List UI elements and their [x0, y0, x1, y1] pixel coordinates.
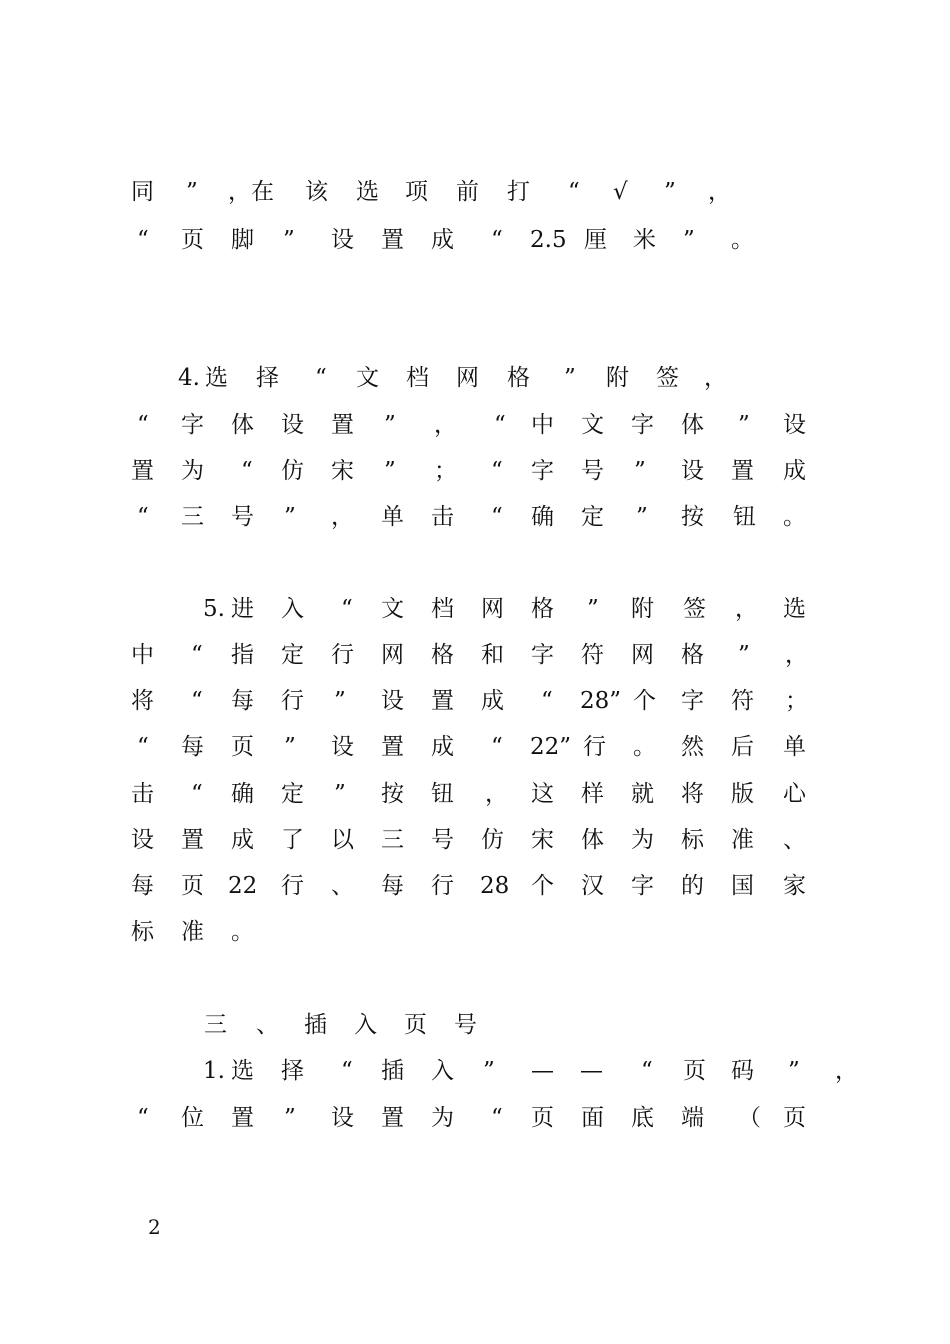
text-glyph: 为 — [631, 827, 654, 853]
text-glyph: “ — [341, 1058, 353, 1084]
text-glyph: 字 — [681, 688, 704, 714]
text-glyph: “ — [137, 227, 149, 253]
text-line — [0, 451, 950, 491]
text-glyph: ” — [788, 1058, 800, 1084]
text-line — [0, 497, 950, 537]
text-glyph: 定 — [281, 781, 304, 807]
text-glyph: 网 — [456, 365, 479, 391]
text-glyph: ； — [434, 458, 457, 484]
text-glyph: 字 — [631, 412, 654, 438]
text-glyph: ， — [735, 596, 758, 622]
text-line — [0, 681, 950, 721]
text-glyph: 。 — [731, 227, 754, 253]
text-glyph: ” — [283, 227, 295, 253]
text-glyph: ” — [634, 458, 646, 484]
text-glyph: ” — [738, 412, 750, 438]
text-glyph: 成 — [481, 688, 504, 714]
text-glyph: 页 — [231, 734, 254, 760]
text-glyph: 网 — [381, 642, 404, 668]
text-glyph: 置 — [381, 734, 404, 760]
text-line — [0, 774, 950, 814]
text-glyph: 插 — [381, 1058, 404, 1084]
text-glyph: 字 — [181, 412, 204, 438]
text-glyph: 国 — [731, 873, 754, 899]
text-glyph: “ — [491, 504, 503, 530]
text-glyph: “ — [491, 1105, 503, 1131]
text-glyph: 22 — [228, 873, 258, 899]
text-line — [0, 820, 950, 860]
text-glyph: 设 — [331, 227, 354, 253]
text-glyph: 、 — [331, 873, 354, 899]
text-glyph: 标 — [131, 919, 154, 945]
text-glyph: 字 — [631, 873, 654, 899]
text-glyph: 行 — [281, 688, 304, 714]
text-glyph: 择 — [256, 365, 279, 391]
text-glyph: 每 — [181, 734, 204, 760]
text-glyph: 单 — [381, 504, 404, 530]
text-glyph: ” — [664, 179, 676, 205]
text-line — [0, 635, 950, 675]
text-glyph: ” — [683, 227, 695, 253]
text-glyph: 格 — [531, 596, 554, 622]
text-glyph: 文 — [356, 365, 379, 391]
text-glyph: “ — [491, 734, 503, 760]
text-glyph: 样 — [581, 781, 604, 807]
text-glyph: 附 — [606, 365, 629, 391]
text-glyph: 确 — [231, 781, 254, 807]
text-glyph: 、 — [256, 1012, 279, 1038]
text-glyph: 将 — [681, 781, 704, 807]
text-glyph: 号 — [231, 504, 254, 530]
text-glyph: 就 — [631, 781, 654, 807]
text-glyph: 每 — [381, 873, 404, 899]
text-glyph: 仿 — [481, 827, 504, 853]
text-glyph: 准 — [731, 827, 754, 853]
text-glyph: ” — [334, 688, 346, 714]
text-line — [0, 727, 950, 767]
text-glyph: 中 — [531, 412, 554, 438]
section-heading — [0, 1005, 950, 1045]
text-glyph: ， — [434, 412, 457, 438]
text-glyph: 行 — [331, 642, 354, 668]
text-glyph: 脚 — [231, 227, 254, 253]
text-glyph: 码 — [731, 1058, 754, 1084]
text-glyph: 择 — [281, 1058, 304, 1084]
text-glyph: 页 — [683, 1058, 706, 1084]
text-glyph: 汉 — [581, 873, 604, 899]
text-glyph: 成 — [431, 227, 454, 253]
text-glyph: “ — [191, 688, 203, 714]
text-glyph: “ — [568, 179, 580, 205]
text-glyph: 以 — [331, 827, 354, 853]
text-glyph: 设 — [381, 688, 404, 714]
text-glyph: ， — [785, 642, 808, 668]
text-line — [0, 172, 950, 212]
text-glyph: 页 — [181, 873, 204, 899]
text-glyph: 准 — [181, 919, 204, 945]
text-glyph: ” — [587, 596, 599, 622]
text-glyph: 字 — [531, 642, 554, 668]
text-glyph: ， — [708, 179, 731, 205]
text-glyph: 行 — [583, 734, 606, 760]
text-glyph: 为 — [431, 1105, 454, 1131]
text-glyph: “ — [494, 412, 506, 438]
text-glyph: ” — [334, 781, 346, 807]
text-glyph: 入 — [431, 1058, 454, 1084]
text-glyph: 行 — [281, 873, 304, 899]
text-glyph: 家 — [783, 873, 806, 899]
text-glyph: 网 — [481, 596, 504, 622]
text-glyph: 这 — [531, 781, 554, 807]
text-glyph: “ — [541, 688, 553, 714]
text-glyph: 文 — [381, 596, 404, 622]
text-glyph: 前 — [456, 179, 479, 205]
text-glyph: “ — [491, 227, 503, 253]
text-glyph: 设 — [331, 734, 354, 760]
text-glyph: 个 — [531, 873, 554, 899]
text-glyph: 该 — [305, 179, 328, 205]
text-glyph: 成 — [783, 458, 806, 484]
text-glyph: 置 — [181, 827, 204, 853]
text-glyph: 仿 — [281, 458, 304, 484]
text-glyph: 打 — [507, 179, 530, 205]
text-glyph: 字 — [531, 458, 554, 484]
text-glyph: 面 — [581, 1105, 604, 1131]
text-line — [0, 589, 950, 629]
text-glyph: ； — [785, 688, 808, 714]
text-glyph: 确 — [531, 504, 554, 530]
text-glyph: 插 — [304, 1012, 327, 1038]
text-glyph: 每 — [131, 873, 154, 899]
text-glyph: 置 — [381, 1105, 404, 1131]
text-glyph: 格 — [431, 642, 454, 668]
text-glyph: 入 — [354, 1012, 377, 1038]
text-glyph: ” — [186, 179, 198, 205]
text-glyph: 、 — [783, 827, 806, 853]
text-glyph: 符 — [731, 688, 754, 714]
text-glyph: 置 — [131, 458, 154, 484]
text-glyph: 文 — [581, 412, 604, 438]
text-glyph: 后 — [731, 734, 754, 760]
text-glyph: 设 — [681, 458, 704, 484]
text-glyph: 选 — [231, 1058, 254, 1084]
text-glyph: “ — [315, 365, 327, 391]
text-glyph: 置 — [431, 688, 454, 714]
text-glyph: ” — [738, 642, 750, 668]
text-glyph: 成 — [431, 734, 454, 760]
text-glyph: 米 — [633, 227, 656, 253]
text-glyph: 格 — [681, 642, 704, 668]
text-glyph: 钮 — [733, 504, 756, 530]
text-line — [0, 866, 950, 906]
text-glyph: 符 — [581, 642, 604, 668]
page-number: 2 — [148, 1215, 161, 1239]
text-glyph: 格 — [507, 365, 530, 391]
text-glyph: 设 — [281, 412, 304, 438]
text-glyph: 击 — [131, 781, 154, 807]
text-glyph: 底 — [631, 1105, 654, 1131]
text-glyph: ” — [284, 734, 296, 760]
text-glyph: “ — [137, 412, 149, 438]
text-line — [0, 1098, 950, 1138]
text-glyph: 档 — [406, 365, 429, 391]
text-line — [0, 220, 950, 260]
text-glyph: 和 — [481, 642, 504, 668]
text-glyph: 体 — [581, 827, 604, 853]
text-glyph: 2.5 — [530, 227, 567, 253]
text-glyph: “ — [191, 642, 203, 668]
text-glyph: 然 — [681, 734, 704, 760]
text-glyph: 号 — [431, 827, 454, 853]
text-glyph: 标 — [681, 827, 704, 853]
text-glyph: 号 — [581, 458, 604, 484]
text-glyph: 三 — [381, 827, 404, 853]
text-glyph: √ — [613, 179, 628, 205]
text-glyph: ” — [483, 1058, 495, 1084]
text-glyph: 成 — [231, 827, 254, 853]
text-glyph: 行 — [431, 873, 454, 899]
text-glyph: 体 — [681, 412, 704, 438]
text-glyph: 页 — [404, 1012, 427, 1038]
text-glyph: 进 — [231, 596, 254, 622]
text-glyph: 三 — [204, 1012, 227, 1038]
text-glyph: 置 — [731, 458, 754, 484]
text-glyph: 1. — [203, 1058, 225, 1084]
text-glyph: 同 — [131, 179, 154, 205]
text-glyph: 为 — [181, 458, 204, 484]
text-glyph: — — [531, 1058, 554, 1084]
text-glyph: 。 — [231, 919, 254, 945]
text-glyph: 附 — [631, 596, 654, 622]
text-glyph: ， — [835, 1058, 858, 1084]
text-glyph: “ — [341, 596, 353, 622]
text-glyph: 4. — [178, 365, 200, 391]
text-glyph: 选 — [783, 596, 806, 622]
text-glyph: 页 — [181, 227, 204, 253]
text-glyph: 入 — [281, 596, 304, 622]
text-glyph: ，在 — [228, 179, 274, 205]
text-glyph: 。 — [783, 504, 806, 530]
text-line — [0, 912, 950, 952]
text-glyph: 。 — [633, 734, 656, 760]
text-glyph: 了 — [281, 827, 304, 853]
text-glyph: ” — [636, 504, 648, 530]
text-glyph: 置 — [231, 1105, 254, 1131]
text-glyph: ， — [704, 365, 727, 391]
text-glyph: 按 — [681, 504, 704, 530]
text-glyph: 个 — [633, 688, 656, 714]
text-glyph: 页 — [531, 1105, 554, 1131]
text-glyph: “ — [491, 458, 503, 484]
text-glyph: 定 — [581, 504, 604, 530]
text-glyph: 设 — [783, 412, 806, 438]
text-glyph: 28” — [580, 688, 622, 714]
text-line — [0, 405, 950, 445]
text-glyph: 每 — [231, 688, 254, 714]
text-glyph: ” — [384, 412, 396, 438]
text-glyph: 将 — [131, 688, 154, 714]
text-glyph: 中 — [131, 642, 154, 668]
text-glyph: ” — [284, 504, 296, 530]
text-glyph: 厘 — [584, 227, 607, 253]
text-line — [0, 358, 950, 398]
text-glyph: 体 — [231, 412, 254, 438]
text-glyph: 设 — [331, 1105, 354, 1131]
text-glyph: ” — [284, 1105, 296, 1131]
text-glyph: 22” — [530, 734, 572, 760]
text-glyph: 设 — [131, 827, 154, 853]
text-glyph: 宋 — [331, 458, 354, 484]
text-line — [0, 1051, 950, 1091]
text-glyph: “ — [241, 458, 253, 484]
text-glyph: “ — [137, 1105, 149, 1131]
text-glyph: 选 — [205, 365, 228, 391]
text-glyph: ” — [384, 458, 396, 484]
text-glyph: 签 — [683, 596, 706, 622]
text-glyph: 置 — [381, 227, 404, 253]
text-glyph: 档 — [431, 596, 454, 622]
text-glyph: 号 — [454, 1012, 477, 1038]
text-glyph: 指 — [231, 642, 254, 668]
text-glyph: 按 — [381, 781, 404, 807]
text-glyph: ” — [564, 365, 576, 391]
text-glyph: — — [580, 1058, 603, 1084]
text-glyph: 的 — [681, 873, 704, 899]
text-glyph: “ — [137, 504, 149, 530]
text-glyph: ， — [485, 781, 508, 807]
text-glyph: 位 — [181, 1105, 204, 1131]
text-glyph: 定 — [281, 642, 304, 668]
text-glyph: 版 — [731, 781, 754, 807]
text-glyph: “ — [137, 734, 149, 760]
text-glyph: 28 — [480, 873, 510, 899]
text-glyph: 页 — [783, 1105, 806, 1131]
text-glyph: 端 — [681, 1105, 704, 1131]
text-glyph: “ — [641, 1058, 653, 1084]
text-glyph: 5. — [203, 596, 225, 622]
text-glyph: “ — [191, 781, 203, 807]
text-glyph: 项 — [405, 179, 428, 205]
text-glyph: 钮 — [431, 781, 454, 807]
text-glyph: 置 — [331, 412, 354, 438]
text-glyph: 网 — [631, 642, 654, 668]
text-glyph: 心 — [783, 781, 806, 807]
text-glyph: 选 — [356, 179, 379, 205]
text-glyph: 签 — [656, 365, 679, 391]
text-glyph: 击 — [431, 504, 454, 530]
text-glyph: ， — [331, 504, 354, 530]
text-glyph: 三 — [181, 504, 204, 530]
text-glyph: 宋 — [531, 827, 554, 853]
text-glyph: 单 — [783, 734, 806, 760]
text-glyph: （ — [738, 1105, 761, 1131]
